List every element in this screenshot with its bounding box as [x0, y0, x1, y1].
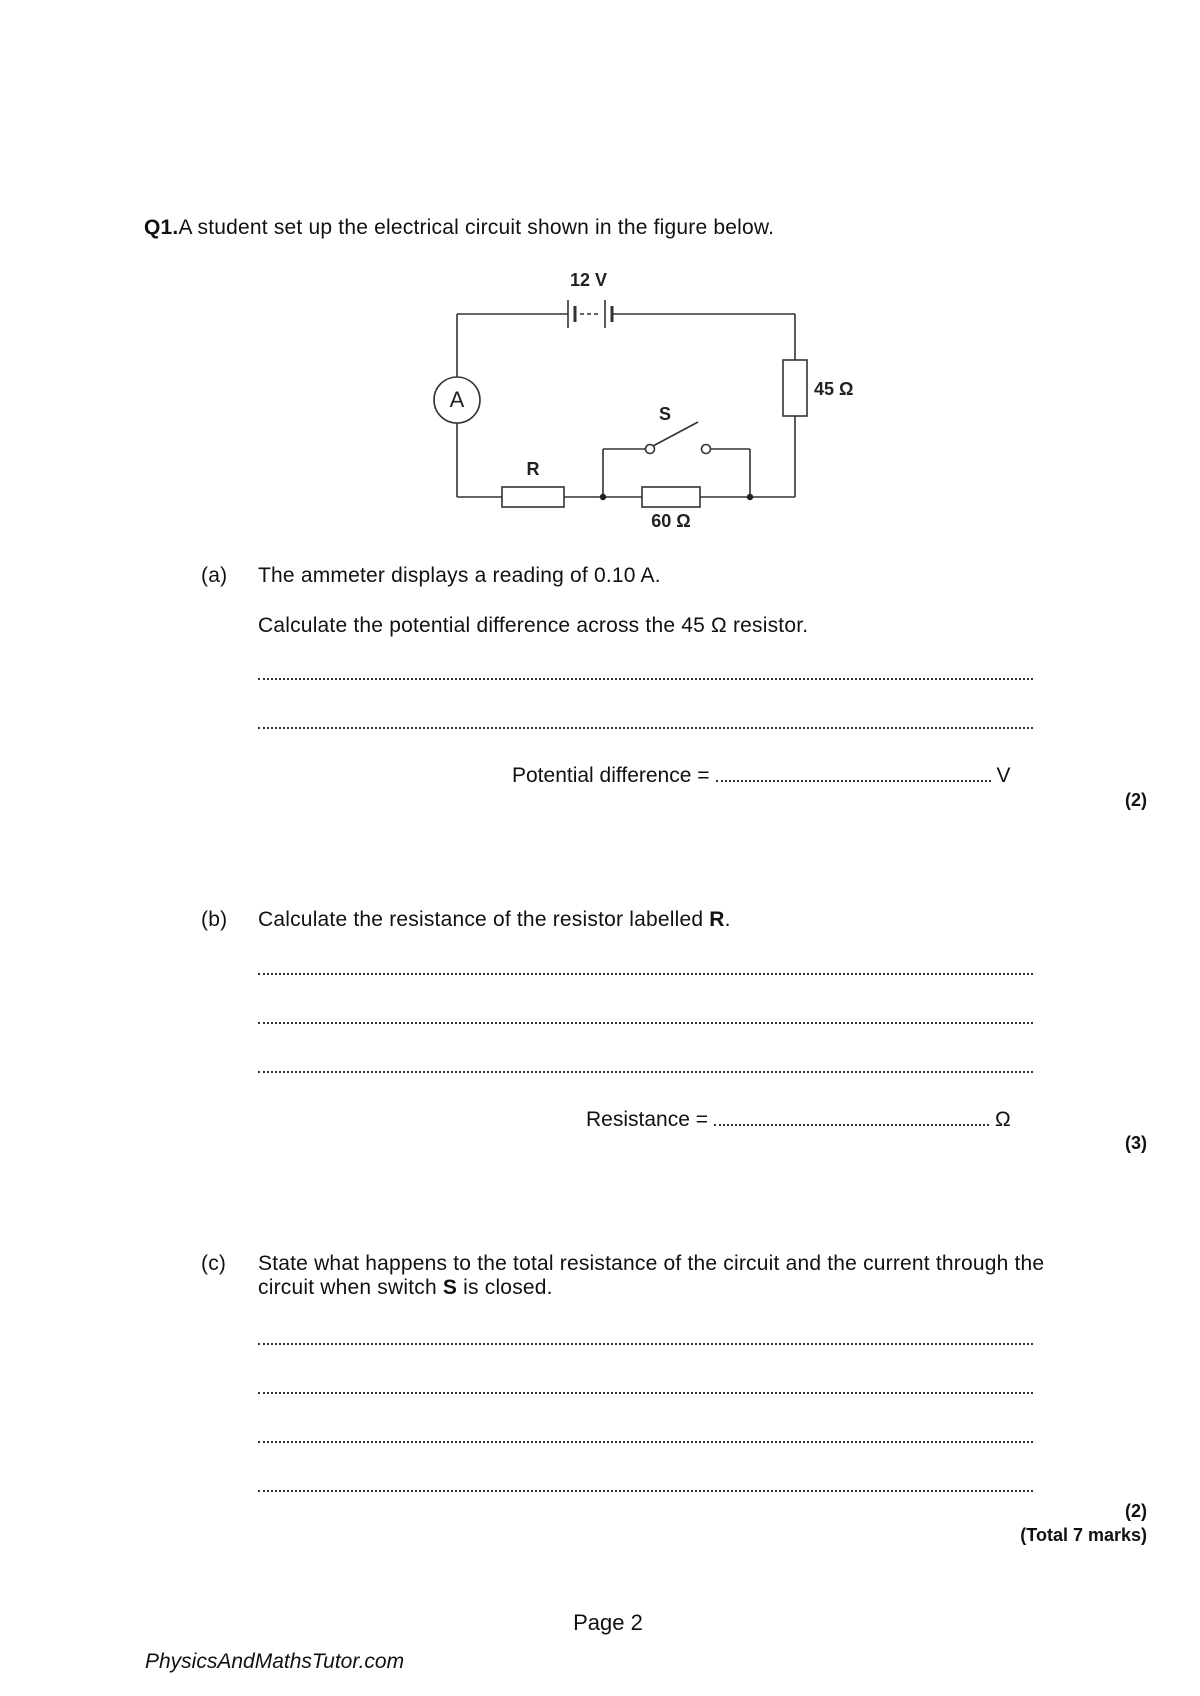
ammeter-label: A: [449, 387, 465, 412]
resistor-r-icon: [502, 487, 564, 507]
part-a-answer-row: [512, 764, 1011, 788]
part-c-line2: [258, 1276, 553, 1300]
part-a-answer-unit: V: [996, 764, 1011, 787]
resistor-45-label: 45 Ω: [814, 379, 854, 399]
part-c-label: (c): [201, 1252, 227, 1275]
part-a-label: (a): [201, 564, 228, 587]
junction-left: [600, 494, 606, 500]
part-c-text-end: is closed.: [457, 1276, 553, 1299]
part-b-bold: R: [709, 908, 725, 931]
page-number: Page 2: [573, 1610, 643, 1635]
switch-icon: [646, 422, 711, 454]
answer-line[interactable]: [258, 1069, 1033, 1073]
part-b-text-end: .: [724, 908, 731, 931]
part-c-text: circuit when switch: [258, 1276, 443, 1299]
part-a-line1: The ammeter displays a reading of 0.10 A.: [258, 564, 661, 587]
part-a-marks: (2): [1125, 790, 1147, 810]
battery-icon: [568, 300, 612, 328]
part-b-answer-prefix: Resistance =: [586, 1108, 708, 1131]
part-a-line2: Calculate the potential difference across the 45 Ω resistor.: [258, 614, 809, 637]
part-b-marks: (3): [1125, 1133, 1147, 1153]
switch-label: S: [659, 404, 672, 424]
junction-right: [747, 494, 753, 500]
resistor-60-icon: [642, 487, 700, 507]
question-intro: [144, 216, 774, 240]
part-b-text: Calculate the resistance of the resistor labelled: [258, 908, 710, 931]
battery-label: 12 V: [570, 270, 608, 290]
part-c-marks: (2): [1125, 1501, 1147, 1521]
answer-line[interactable]: [258, 1439, 1033, 1443]
part-b-answer-field[interactable]: [714, 1108, 989, 1126]
answer-line[interactable]: [258, 971, 1033, 975]
part-c-bold: S: [442, 1276, 458, 1299]
answer-line[interactable]: [258, 676, 1033, 680]
part-b-question: [258, 908, 731, 932]
part-c-line1: State what happens to the total resistance of the circuit and the current through the: [258, 1252, 1045, 1275]
question-intro-text: A student set up the electrical circuit shown in the figure below.: [178, 216, 775, 239]
answer-line[interactable]: [258, 1341, 1033, 1345]
question-number: Q1.: [144, 216, 179, 239]
answer-line[interactable]: [258, 1020, 1033, 1024]
part-a-answer-prefix: Potential difference =: [512, 764, 710, 787]
part-a-answer-field[interactable]: [716, 764, 991, 782]
circuit-diagram: [420, 262, 870, 537]
resistor-r-label: R: [526, 459, 540, 479]
part-b-answer-row: [586, 1108, 1011, 1132]
resistor-60-label: 60 Ω: [651, 511, 691, 531]
answer-line[interactable]: [258, 725, 1033, 729]
answer-line[interactable]: [258, 1488, 1033, 1492]
total-marks: (Total 7 marks): [1020, 1525, 1147, 1545]
answer-line[interactable]: [258, 1390, 1033, 1394]
footer-site: PhysicsAndMathsTutor.com: [145, 1650, 405, 1673]
part-b-label: (b): [201, 908, 228, 931]
part-b-answer-unit: Ω: [994, 1108, 1011, 1131]
resistor-45-icon: [783, 360, 807, 416]
